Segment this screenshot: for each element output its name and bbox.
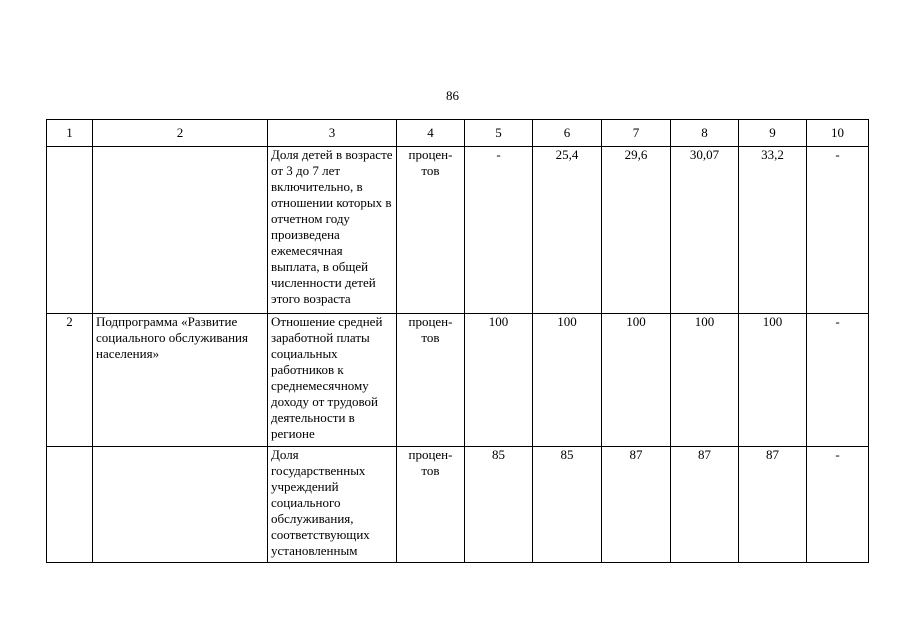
value-cell: 87 xyxy=(602,447,671,563)
row-number: 2 xyxy=(47,314,93,447)
value-cell: 87 xyxy=(739,447,807,563)
value-cell: 100 xyxy=(465,314,533,447)
value-cell: - xyxy=(465,147,533,314)
value-cell: 100 xyxy=(533,314,602,447)
value-cell: 33,2 xyxy=(739,147,807,314)
header-cell: 3 xyxy=(268,120,397,147)
value-cell: 100 xyxy=(602,314,671,447)
value-cell: 87 xyxy=(671,447,739,563)
value-cell: 100 xyxy=(671,314,739,447)
value-cell: 85 xyxy=(465,447,533,563)
unit-line: тов xyxy=(421,163,440,178)
table-row xyxy=(47,147,869,314)
unit-line: тов xyxy=(421,330,440,345)
unit-line: процен- xyxy=(408,147,453,162)
row-number xyxy=(47,147,93,314)
program-name: Подпрограмма «Развитие социального обслуживания населения» xyxy=(93,314,268,447)
header-cell: 1 xyxy=(47,120,93,147)
value-cell: 29,6 xyxy=(602,147,671,314)
value-cell: 100 xyxy=(739,314,807,447)
unit-line: тов xyxy=(421,463,440,478)
table-row xyxy=(47,314,869,447)
value-cell: 25,4 xyxy=(533,147,602,314)
header-cell: 9 xyxy=(739,120,807,147)
value-cell: 30,07 xyxy=(671,147,739,314)
header-cell: 10 xyxy=(807,120,869,147)
program-name xyxy=(93,147,268,314)
page-number: 86 xyxy=(446,88,459,103)
indicator-name: Отношение средней заработной платы социальных работников к среднемесячному доходу от трудовой деятельности в регионе xyxy=(268,314,397,447)
header-cell: 5 xyxy=(465,120,533,147)
header-cell: 8 xyxy=(671,120,739,147)
header-row xyxy=(47,120,869,147)
value-cell: - xyxy=(807,314,869,447)
header-cell: 2 xyxy=(93,120,268,147)
unit-line: процен- xyxy=(408,447,453,462)
indicators-table xyxy=(46,119,869,563)
table-row xyxy=(47,447,869,563)
header-cell: 4 xyxy=(397,120,465,147)
unit-cell xyxy=(397,314,465,447)
value-cell: - xyxy=(807,447,869,563)
row-number xyxy=(47,447,93,563)
header-cell: 6 xyxy=(533,120,602,147)
unit-cell xyxy=(397,447,465,563)
value-cell: - xyxy=(807,147,869,314)
indicator-name: Доля государственных учреждений социального обслуживания, соответствующих установленным xyxy=(268,447,397,563)
header-cell: 7 xyxy=(602,120,671,147)
unit-line: процен- xyxy=(408,314,453,329)
value-cell: 85 xyxy=(533,447,602,563)
indicator-name: Доля детей в возрасте от 3 до 7 лет включительно, в отношении которых в отчетном году произведена ежемесячная выплата, в общей численности детей этого возраста xyxy=(268,147,397,314)
program-name xyxy=(93,447,268,563)
unit-cell xyxy=(397,147,465,314)
